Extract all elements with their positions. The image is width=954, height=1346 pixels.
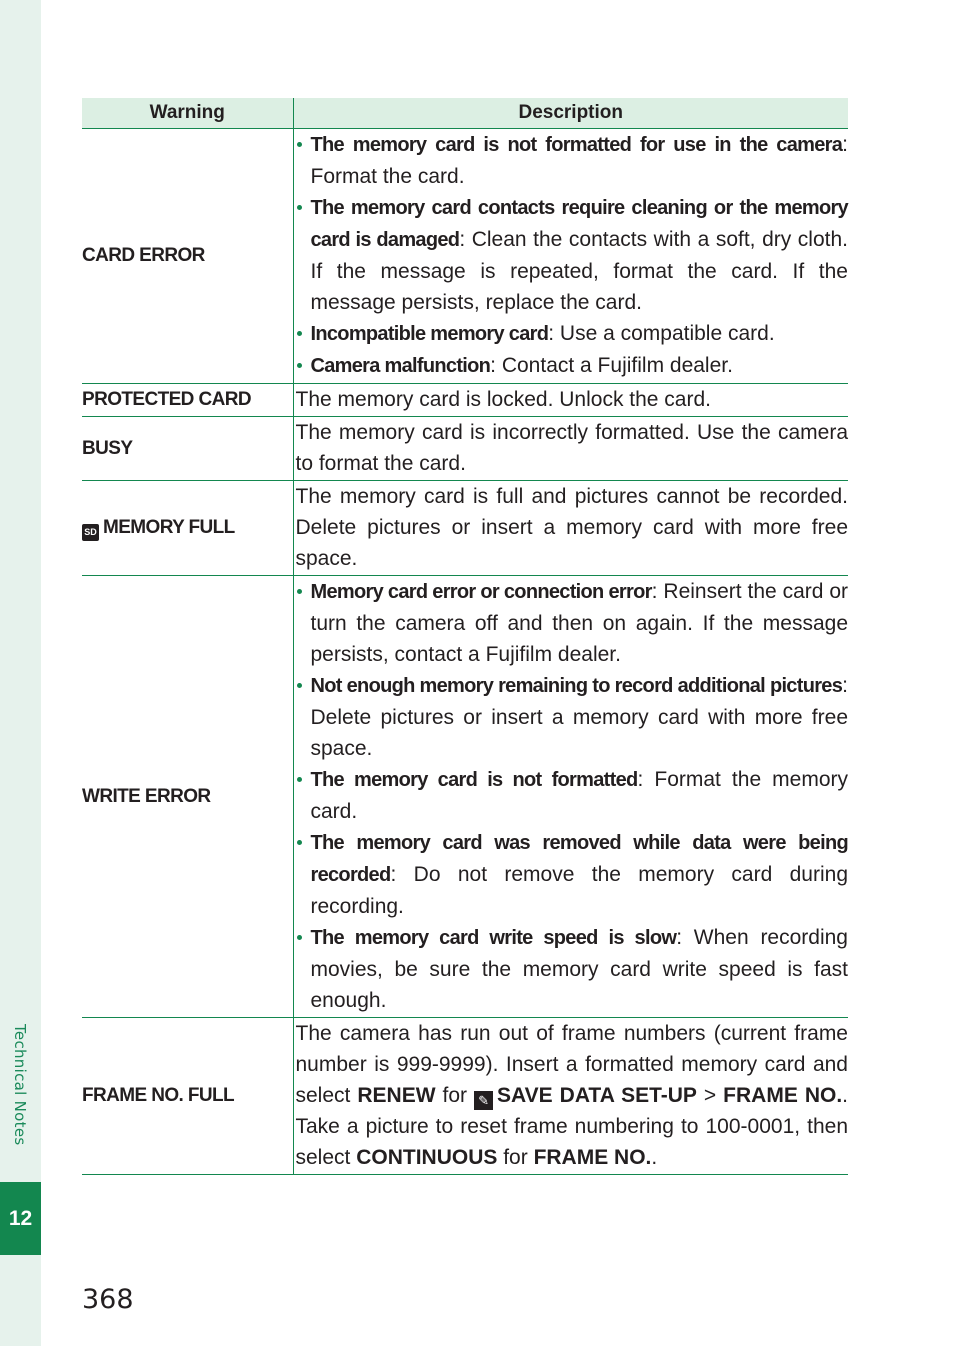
list-item: Camera malfunction: Contact a Fujifilm dealer.	[296, 350, 849, 382]
description-card-error	[293, 129, 848, 384]
warning-table	[82, 98, 848, 1175]
description-frame-no-full: The camera has run out of frame numbers (current frame number is 999-9999). Insert a formatted memory card and select RENEW for ✎ SAVE DATA SET-UP > FRAME NO.. Take a picture to reset frame numbering to 100-0001, then select CONTINUOUS for FRAME NO..	[293, 1018, 848, 1175]
header-warning: Warning	[82, 98, 293, 129]
menu-save-data-setup: SAVE DATA SET-UP	[497, 1084, 697, 1107]
list-item: Memory card error or connection error: Reinsert the card or turn the camera off and then on again. If the message persists, contact a Fujifilm dealer.	[296, 576, 849, 670]
table-row	[82, 576, 848, 1018]
warning-protected-card: PROTECTED CARD	[82, 384, 293, 417]
warning-write-error: WRITE ERROR	[82, 576, 293, 1018]
page-number: 368	[82, 1284, 134, 1315]
description-write-error	[293, 576, 848, 1018]
list-item: Not enough memory remaining to record additional pictures: Delete pictures or insert a memory card with more free space.	[296, 670, 849, 764]
menu-continuous: CONTINUOUS	[356, 1146, 498, 1169]
warning-card-error: CARD ERROR	[82, 129, 293, 384]
warning-frame-no-full: FRAME NO. FULL	[82, 1018, 293, 1175]
menu-frame-no: FRAME NO.	[533, 1146, 652, 1169]
section-label: Technical Notes	[11, 1024, 29, 1146]
description-busy: The memory card is incorrectly formatted. Use the camera to format the card.	[293, 417, 848, 481]
table-row	[82, 1018, 848, 1175]
warning-busy: BUSY	[82, 417, 293, 481]
sidebar	[0, 0, 41, 1346]
header-description: Description	[293, 98, 848, 129]
list-item: The memory card was removed while data were being recorded: Do not remove the memory card during recording.	[296, 827, 849, 922]
menu-frame-no: FRAME NO.	[723, 1084, 843, 1107]
table-header-row	[82, 98, 848, 129]
sd-card-icon: SD	[82, 524, 99, 541]
setup-wrench-icon: ✎	[474, 1091, 493, 1110]
description-memory-full: The memory card is full and pictures cannot be recorded. Delete pictures or insert a memory card with more free space.	[293, 481, 848, 576]
list-item: The memory card write speed is slow: When recording movies, be sure the memory card write speed is fast enough.	[296, 922, 849, 1016]
description-protected-card: The memory card is locked. Unlock the card.	[293, 384, 848, 417]
chapter-tab[interactable]: 12	[0, 1182, 41, 1255]
table-row	[82, 384, 848, 417]
table-row	[82, 481, 848, 576]
table-row	[82, 417, 848, 481]
list-item: The memory card contacts require cleaning or the memory card is damaged: Clean the contacts with a soft, dry cloth. If the message is repeated, format the card. If the message persists, replace the card.	[296, 192, 849, 318]
table-row	[82, 129, 848, 384]
list-item: Incompatible memory card: Use a compatible card.	[296, 318, 849, 350]
menu-renew: RENEW	[357, 1084, 436, 1107]
list-item: The memory card is not formatted: Format the memory card.	[296, 764, 849, 827]
list-item: The memory card is not formatted for use in the camera: Format the card.	[296, 129, 849, 192]
warning-memory-full: SD MEMORY FULL	[82, 481, 293, 576]
